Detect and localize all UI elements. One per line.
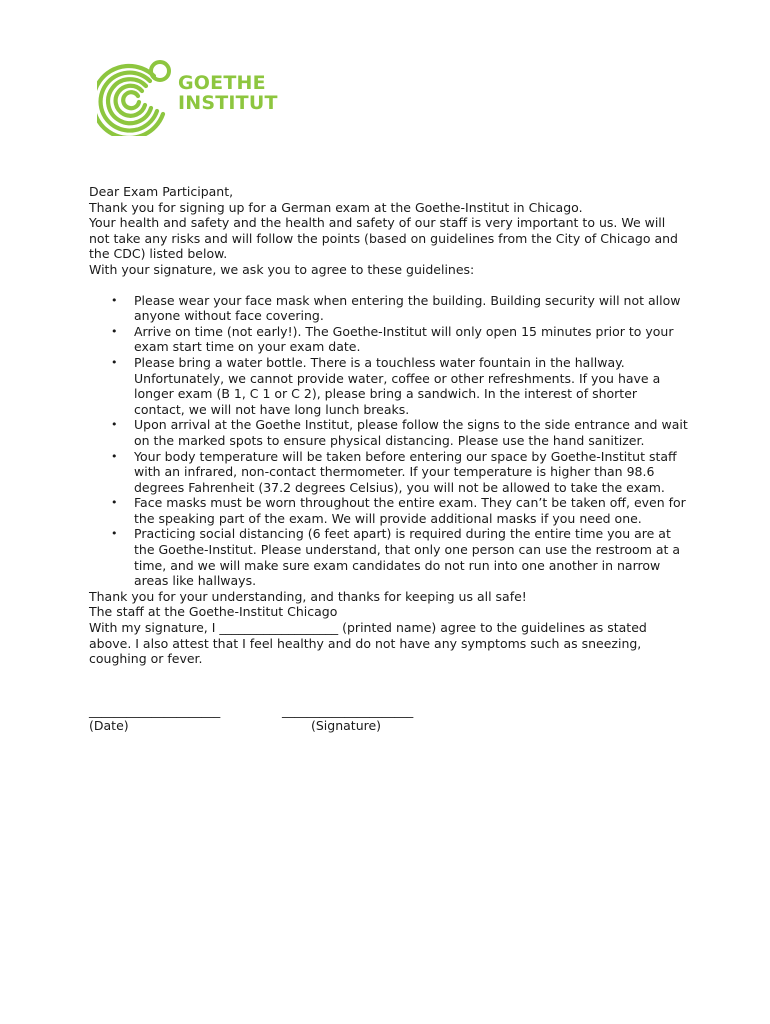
signature-label: (Signature)	[311, 717, 382, 733]
closing-paragraph: Thank you for your understanding, and thanks for keeping us all safe!	[89, 588, 527, 604]
bullet: •	[111, 324, 118, 338]
bullet: •	[111, 527, 118, 541]
thanks-paragraph: Thank you for signing up for a German exam at the Goethe-Institut in Chicago.	[89, 199, 583, 215]
signature-statement: With my signature, I ___________________ (printed name) agree to the guidelines as stated above. I also attest that I feel healthy and do not have any symptoms such as sneezing, coughing or fever.	[89, 620, 647, 667]
list-item-text: Practicing social distancing (6 feet apart) is required during the entire time you are at the Goethe-Institut. Please understand, that only one person can use the restroom at a time, and we will make sure exam candidates do not run into one another in narrow areas like hallways.	[134, 526, 681, 589]
signoff: The staff at the Goethe-Institut Chicago	[89, 604, 338, 620]
list-item	[89, 324, 689, 355]
signature-block	[89, 703, 689, 743]
list-item	[89, 449, 689, 496]
goethe-institut-logo	[97, 54, 277, 136]
list-item-text: Please wear your face mask when entering the building. Building security will not allow anyone without face covering.	[134, 292, 681, 324]
letter-body	[89, 184, 689, 743]
list-item	[89, 417, 689, 448]
list-item-text: Your body temperature will be taken before entering our space by Goethe-Institut staff with an infrared, non-contact thermometer. If your temperature is higher than 98.6 degrees Fahrenheit (37.2 degrees Celsius), you will not be allowed to take the exam.	[134, 448, 677, 495]
greeting: Dear Exam Participant,	[89, 184, 234, 199]
bullet: •	[111, 418, 118, 432]
logo-wordmark	[178, 73, 278, 113]
logo-line-institut: INSTITUT	[178, 92, 278, 114]
goethe-spiral-icon	[97, 54, 177, 136]
list-item	[89, 293, 689, 324]
date-label: (Date)	[89, 717, 129, 733]
intro-paragraph: Your health and safety and the health and safety of our staff is very important to us. We will not take any risks and will follow the points (based on guidelines from the City of Chicago and the CDC) listed below.	[89, 215, 678, 262]
list-item	[89, 495, 689, 526]
guidelines-ask: With your signature, we ask you to agree to these guidelines:	[89, 261, 475, 277]
date-line[interactable]: _____________________	[89, 702, 221, 718]
list-item-text: Face masks must be worn throughout the entire exam. They can’t be taken off, even for the speaking part of the exam. We will provide additional masks if you need one.	[134, 495, 686, 526]
guidelines-list	[89, 293, 689, 589]
bullet: •	[111, 355, 118, 369]
bullet: •	[111, 293, 118, 307]
bullet: •	[111, 496, 118, 510]
list-item-text: Please bring a water bottle. There is a touchless water fountain in the hallway. Unfortunately, we cannot provide water, coffee or other refreshments. If you have a longer exam (B 1, C 1 or C 2), please bring a sandwich. In the interest of shorter contact, we will not have long lunch breaks.	[134, 354, 661, 417]
list-item	[89, 526, 689, 588]
bullet: •	[111, 449, 118, 463]
list-item-text: Upon arrival at the Goethe Institut, please follow the signs to the side entrance and wait on the marked spots to ensure physical distancing. Please use the hand sanitizer.	[134, 417, 688, 448]
list-item	[89, 355, 689, 417]
list-item-text: Arrive on time (not early!). The Goethe-Institut will only open 15 minutes prior to your exam start time on your exam date.	[134, 323, 674, 355]
logo-line-goethe: GOETHE	[178, 72, 266, 94]
signature-line[interactable]: _____________________	[282, 702, 414, 718]
